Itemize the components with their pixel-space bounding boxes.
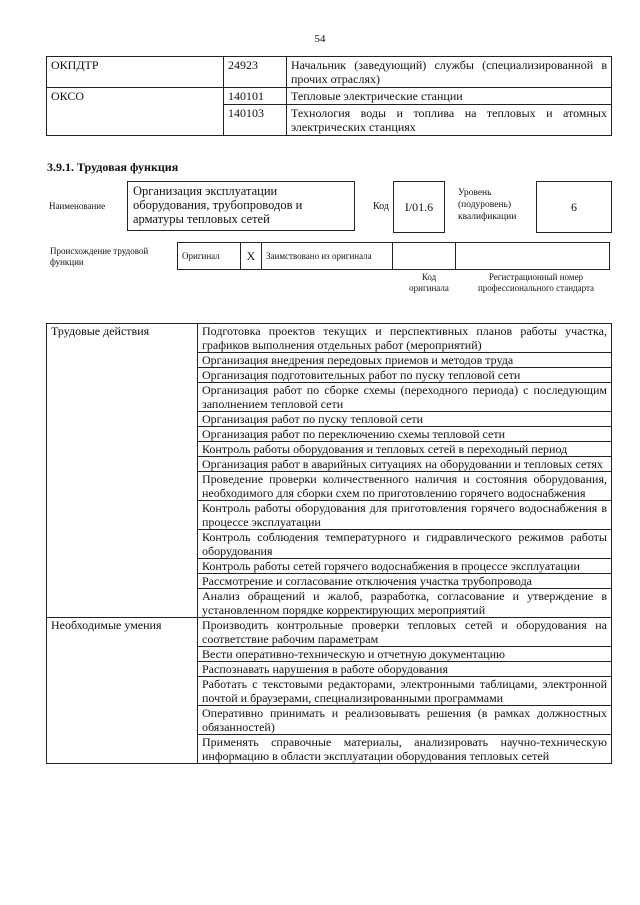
table-row [47,501,612,530]
title-cell: Начальник (заведующий) службы (специализированной в прочих отраслях) [287,57,612,88]
code-original-cell [393,243,456,270]
characteristic-item: Вести оперативно-техническую и отчетную документацию [198,647,612,662]
category-cell [47,677,198,706]
table-row [47,368,612,383]
characteristic-item: Организация работ по пуску тепловой сети [198,412,612,427]
section-heading: 3.9.1. Трудовая функция [47,160,179,174]
table-row [47,589,612,618]
reg-number-label: Регистрационный номер профессионального стандарта [477,272,595,293]
category-cell [47,530,198,559]
classification-row [47,88,612,105]
table-row [47,324,612,353]
category-cell [47,457,198,472]
characteristic-item: Контроль работы оборудования и тепловых сетей в переходный период [198,442,612,457]
table-row [47,442,612,457]
table-row [47,412,612,427]
category-cell [47,412,198,427]
characteristic-item: Организация подготовительных работ по пуску тепловой сети [198,368,612,383]
category-cell [47,427,198,442]
function-code-box: I/01.6 [393,181,445,233]
origin-label: Происхождение трудовой функции [50,246,149,267]
characteristic-item: Применять справочные материалы, анализировать научно-техническую информацию в области эксплуатации оборудования тепловых сетей [198,735,612,764]
table-row [47,662,612,677]
characteristic-item: Организация работ по сборке схемы (переходного периода) с последующим заполнением тепловой сети [198,383,612,412]
table-row [47,559,612,574]
category-cell: Необходимые умения [47,618,198,647]
characteristic-item: Организация работ по переключению схемы тепловой сети [198,427,612,442]
category-cell [47,647,198,662]
characteristics-table [46,323,612,764]
code-system-cell: ОКСО [47,88,224,136]
function-name-box: Организация эксплуатации оборудования, трубопроводов и арматуры тепловых сетей [127,181,355,231]
code-cell: 24923 [224,57,287,88]
characteristic-item: Проведение проверки количественного наличия и состояния оборудования, необходимого для сборки схем по приготовлению горячего водоснабжения [198,472,612,501]
table-row [47,706,612,735]
table-row [47,530,612,559]
table-row [47,618,612,647]
borrowed-label: Заимствовано из оригинала [262,243,393,270]
classification-table [46,56,612,136]
table-row [47,472,612,501]
category-cell [47,501,198,530]
category-cell [47,559,198,574]
category-cell [47,368,198,383]
characteristic-item: Оперативно принимать и реализовывать решения (в рамках должностных обязанностей) [198,706,612,735]
table-row [47,677,612,706]
characteristic-item: Контроль работы сетей горячего водоснабжения в процессе эксплуатации [198,559,612,574]
characteristic-item: Подготовка проектов текущих и перспективных планов работы участка, графиков выполнения отдельных работ (мероприятий) [198,324,612,353]
level-label: Уровень (подуровень) квалификации [458,188,517,222]
category-cell [47,442,198,457]
characteristic-item: Организация работ в аварийных ситуациях на оборудовании и тепловых сетях [198,457,612,472]
code-cell: 140101 [224,88,287,105]
original-mark: X [241,243,262,270]
table-row [47,427,612,442]
origin-table [177,242,610,270]
characteristic-item: Производить контрольные проверки тепловых сетей и оборудования на соответствие рабочим параметрам [198,618,612,647]
category-cell [47,472,198,501]
name-label: Наименование [49,201,106,211]
characteristic-item: Распознавать нарушения в работе оборудования [198,662,612,677]
category-cell [47,383,198,412]
level-box: 6 [536,181,612,233]
table-row [47,383,612,412]
original-label: Оригинал [178,243,241,270]
category-cell: Трудовые действия [47,324,198,353]
table-row [47,353,612,368]
table-row [47,574,612,589]
category-cell [47,589,198,618]
characteristic-item: Работать с текстовыми редакторами, электронными таблицами, электронной почтой и браузерами, специализированными программами [198,677,612,706]
table-row [47,457,612,472]
characteristic-item: Анализ обращений и жалоб, разработка, согласование и утверждение в установленном порядке корректирующих мероприятий [198,589,612,618]
category-cell [47,706,198,735]
characteristic-item: Организация внедрения передовых приемов и методов труда [198,353,612,368]
category-cell [47,353,198,368]
code-cell: 140103 [224,105,287,136]
characteristic-item: Контроль работы оборудования для приготовления горячего водоснабжения в процессе эксплуатации [198,501,612,530]
category-cell [47,574,198,589]
table-row [47,647,612,662]
title-cell: Технология воды и топлива на тепловых и атомных электрических станциях [287,105,612,136]
reg-number-cell [456,243,610,270]
characteristic-item: Рассмотрение и согласование отключения участка трубопровода [198,574,612,589]
code-system-cell: ОКПДТР [47,57,224,88]
code-label: Код [373,201,389,212]
classification-row [47,57,612,88]
category-cell [47,662,198,677]
page-number: 54 [314,33,326,45]
code-original-label: Код оригинала [409,272,449,293]
title-cell: Тепловые электрические станции [287,88,612,105]
table-row [47,735,612,764]
category-cell [47,735,198,764]
characteristic-item: Контроль соблюдения температурного и гидравлического режимов работы оборудования [198,530,612,559]
